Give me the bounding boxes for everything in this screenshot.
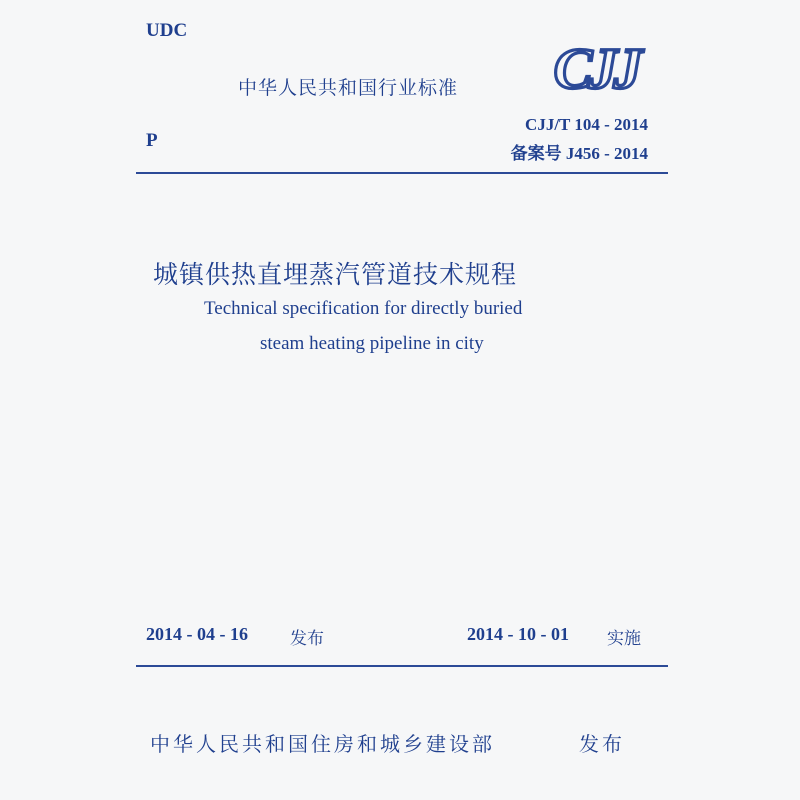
record-number-line [511, 139, 648, 164]
issue-label: 发布 [290, 629, 324, 649]
publisher-name: 中华人民共和国住房和城乡建设部 [150, 732, 495, 756]
category-code: P [146, 130, 158, 151]
publish-label: 发布 [579, 732, 625, 756]
implementation-date: 2014 - 10 - 01 [467, 624, 569, 644]
english-title-line-1: Technical specification for directly buried [204, 298, 523, 319]
bottom-divider [136, 665, 668, 667]
cjj-logo-letters: CJJ [553, 36, 639, 101]
record-number: J456 - 2014 [565, 144, 648, 163]
issue-date: 2014 - 04 - 16 [146, 624, 248, 644]
cjj-logo-graphic [538, 36, 654, 102]
implementation-label: 实施 [607, 629, 641, 649]
standard-number: CJJ/T 104 - 2014 [525, 115, 648, 134]
top-divider [136, 172, 668, 174]
chinese-title: 城镇供热直埋蒸汽管道技术规程 [153, 260, 518, 289]
cjj-logo [538, 36, 654, 102]
industry-standard-heading: 中华人民共和国行业标准 [238, 77, 459, 99]
english-title-line-2: steam heating pipeline in city [260, 333, 484, 354]
udc-label: UDC [146, 20, 188, 41]
record-label: 备案号 [510, 144, 562, 164]
